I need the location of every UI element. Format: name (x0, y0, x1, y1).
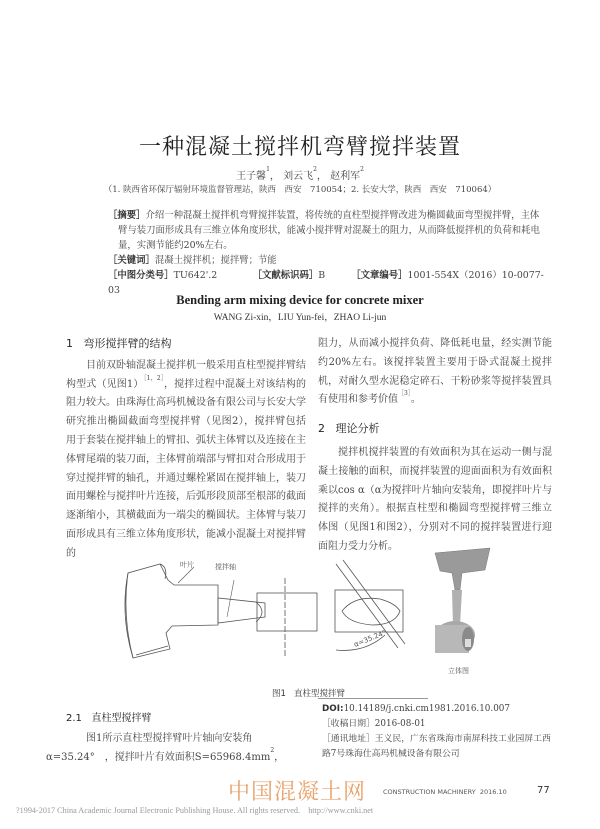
author-sep: ， (269, 171, 280, 182)
subsection-paragraph (46, 729, 306, 767)
keywords-label: ［关键词］ (108, 255, 155, 266)
page-number: 77 (537, 785, 550, 796)
shaft-taper (218, 598, 265, 623)
doccode-label: ［文献标识码］ (252, 270, 319, 281)
section1-paragraph (66, 357, 306, 564)
caption-text: 直柱型搅拌臂 (294, 689, 346, 699)
render-label: 立体图 (448, 667, 469, 675)
journal-issue: 2016.10 (479, 788, 507, 796)
copyright-line (16, 806, 373, 815)
journal-title: CONSTRUCTION MACHINERY (383, 788, 476, 796)
clc-label: ［中图分类号］ (108, 270, 174, 281)
para-text: ， (274, 751, 285, 763)
author-name: 王子馨 (236, 171, 267, 182)
subsection-2-1 (46, 710, 306, 767)
copyright-text: ?1994-2017 China Academic Journal Electronic Publishing House. All rights reserved. (16, 806, 301, 815)
section1-num: 1 (66, 337, 73, 350)
contact-value: 王义民，广东省珠海市南屏科技工业园屏工西路7号珠海仕高玛机械设备有限公司 (322, 734, 551, 759)
journal-name (383, 788, 507, 796)
contact-line (322, 732, 554, 762)
para-text: 阻力，从而减小搅拌负荷、降低耗电量，经实测节能约20%左右。该搅拌装置主要用于卧式混凝土搅拌机，对耐久型水泥稳定碎石、干粉砂浆等搅拌装置具有使用和参考价值 (318, 338, 552, 406)
subsection-title: 直柱型搅拌臂 (91, 713, 152, 724)
blade-label: 叶片 (180, 561, 194, 569)
right-column (318, 335, 552, 557)
cnki-link[interactable]: http://www.cnki.net (308, 806, 374, 815)
author-sup: 2 (313, 166, 317, 173)
footnote-divider (318, 698, 428, 699)
artno-label: ［文章编号］ (351, 270, 408, 281)
author-list (0, 167, 600, 182)
subsection-heading (66, 710, 306, 729)
watermark-logo: 中国混凝土网 (228, 780, 367, 805)
abstract-label: ［摘要］ (108, 210, 146, 221)
shaft-pointer (227, 580, 234, 617)
para-text: 图1所示直柱型搅拌臂叶片轴向安装角 (86, 732, 253, 744)
received-label: ［收稿日期］ (322, 719, 375, 729)
section1-title: 弯形搅拌臂的结构 (83, 337, 172, 350)
blade-pointer (178, 567, 194, 583)
para-text: α=35.24° ，搅拌叶片有效面积S=65968.4mm (46, 751, 271, 763)
blade-shape (125, 564, 218, 658)
english-authors: WANG Zi-xin，LIU Yun-fei，ZHAO Li-jun (213, 313, 387, 323)
author-sup: 2 (360, 166, 364, 173)
angle-box (335, 590, 403, 632)
para-text: 目前双卧轴混凝土搅拌机一般采用直柱型搅拌臂结构型式（见图1） (66, 359, 306, 390)
para-text: 。 (410, 394, 421, 406)
arm-3d-render (435, 548, 490, 653)
blade-edge (126, 573, 168, 658)
author-name: 赵利军 (330, 171, 361, 182)
section1-heading (66, 335, 306, 354)
author-sep: ， (316, 171, 327, 182)
section2-num: 2 (318, 422, 325, 436)
keywords-line (108, 253, 548, 268)
author-sup: 1 (266, 166, 270, 173)
unit-sup: 2 (270, 746, 275, 754)
contact-label: ［通讯地址］ (322, 734, 375, 744)
artno-value: 1001-554X（2016）10-0077-03 (108, 270, 544, 296)
doi-label: DOI: (322, 704, 344, 714)
abstract-text: 介绍一种混凝土搅拌机弯臂搅拌装置，将传统的直柱型搅拌臂改进为椭圆截面弯型搅拌臂，主体臂与装刀面形成具有三维立体角度形状，能减小搅拌臂对混凝土的阻力，从而降低搅拌机的负荷和耗电量，实测节能约20%左右。 (118, 210, 540, 251)
abstract-block (108, 208, 548, 298)
para-text: ，搅拌过程中混凝土对该结构的阻力较大。由珠海仕高玛机械设备有限公司与长安大学研究推出椭圆截面弯型搅拌臂（见图2），搅拌臂包括用于套装在搅拌轴上的臂扣、弧状主体臂以及连接在主体臂尾端的装刀面，主体臂前端部与臂扣对合形成用于穿过搅拌臂的轴孔，并通过螺栓紧固在搅拌轴上，装刀面用螺栓与搅拌叶片连接，后弧形段顶部至根部的截面逐渐缩小，其横截面为一端尖的椭圆状。主体臂与装刀面形成具有三维立体角度形状，能减小混凝土对搅拌臂的 (66, 378, 306, 559)
doi-line (322, 702, 554, 717)
abstract (108, 208, 548, 253)
section1-paragraph-cont (318, 335, 552, 410)
article-title: 一种混凝土搅拌机弯臂搅拌装置 (138, 135, 461, 160)
affiliation: （1. 陕西省环保厅辐射环境监督管理站，陕西 西安 710054；2. 长安大学，陕西 西安 710064） (103, 185, 497, 195)
shaft-label: 搅拌轴 (215, 563, 236, 571)
keywords: 混凝土搅拌机；搅拌臂；节能 (154, 255, 277, 266)
left-column (66, 335, 306, 564)
shaft-box (257, 593, 317, 631)
section2-heading (318, 420, 552, 439)
doccode-value: B (318, 270, 326, 281)
section2-paragraph: 搅拌机搅拌装置的有效面积为其在运动一侧与混凝土接触的面积，而搅拌装置的迎面面积为有效面积乘以cos α（α为搅拌叶片轴向安装角，即搅拌叶片与搅拌的夹角）。根据直柱型和椭圆弯型搅拌臂三维立体图（见图1和图2），分别对不同的搅拌装置进行迎面阻力受力分析。 (318, 446, 552, 552)
footnote-block (322, 702, 554, 762)
clc-value: TU642'.2 (173, 270, 218, 281)
subsection-num: 2.1 (66, 713, 82, 724)
citation: ［3］ (398, 390, 411, 398)
caption-number: 图1 (272, 689, 286, 699)
citation: ［1，2］ (143, 374, 164, 382)
figure1-drawing (110, 545, 560, 695)
doi-value: 10.14189/j.cnki.cm1981.2016.10.007 (343, 704, 510, 714)
english-title: Bending arm mixing device for concrete mixer (176, 293, 424, 307)
angle-label: α=35.24° (352, 628, 388, 649)
author-name: 刘云飞 (283, 171, 314, 182)
received-value: 2016-08-01 (374, 719, 426, 729)
section2-title: 理论分析 (335, 422, 380, 436)
received-line (322, 717, 554, 732)
